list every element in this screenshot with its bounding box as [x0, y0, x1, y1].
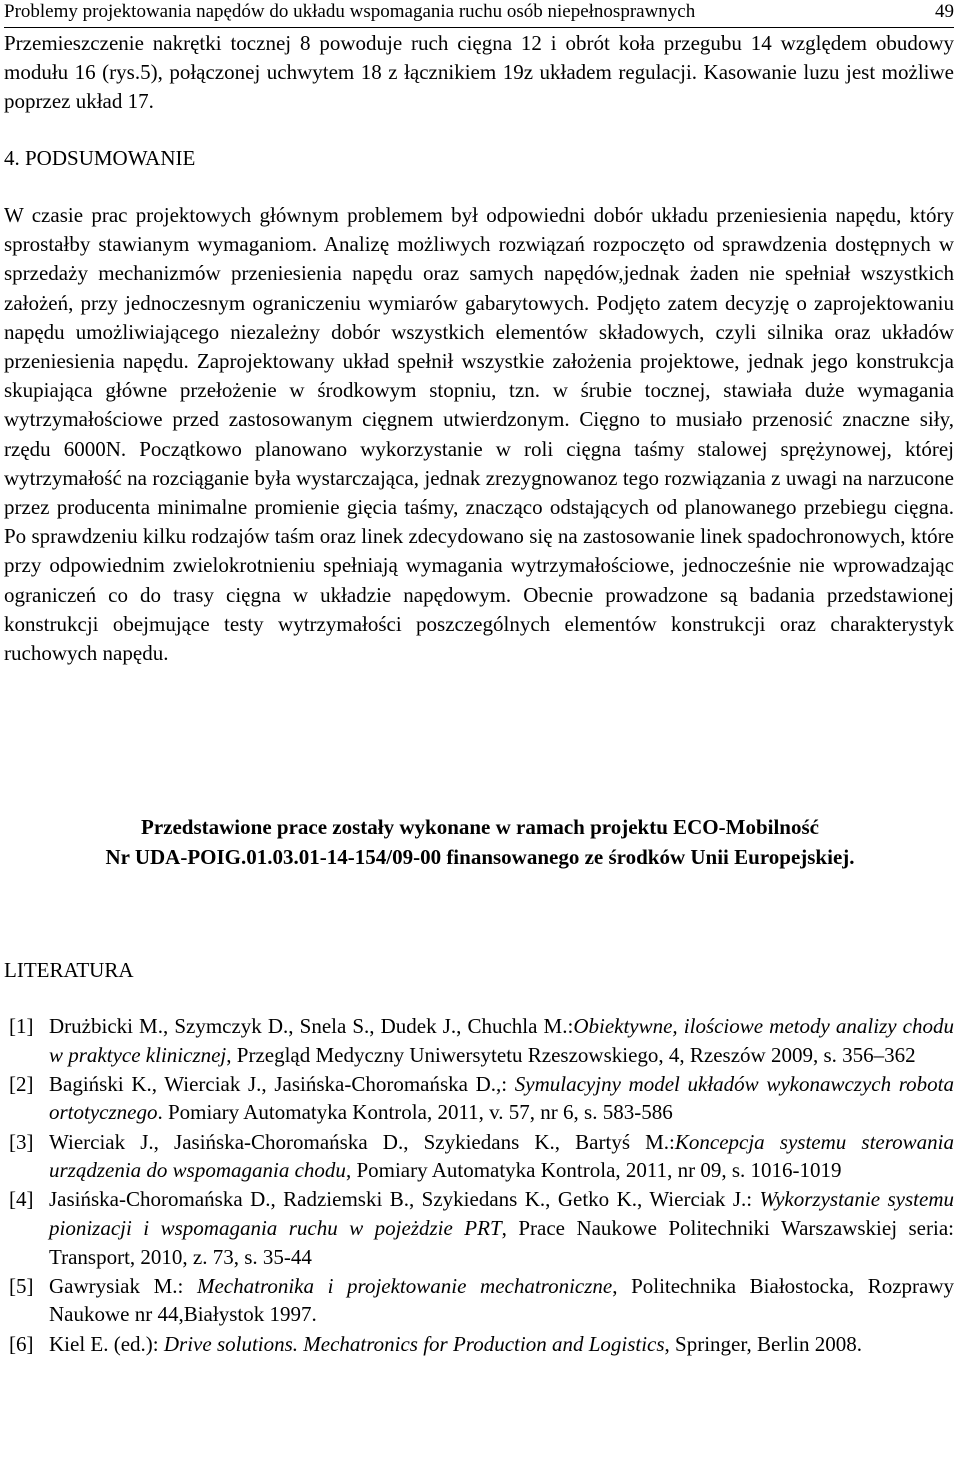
- funding-note: [0, 812, 960, 872]
- reference-details: , Pomiary Automatyka Kontrola, 2011, nr 09, s. 1016-1019: [345, 1158, 842, 1183]
- paragraph-intro: Przemieszczenie nakrętki tocznej 8 powoduje ruch cięgna 12 i obrót koła przegubu 14 względem obudowy modułu 16 (rys.5), połączonej uchwytem 18 z łącznikiem 19z układem regulacji. Kasowanie luzu jest możliwe poprzez układ 17.: [4, 31, 954, 114]
- reference-details: . Pomiary Automatyka Kontrola, 2011, v. 57, nr 6, s. 583-586: [157, 1100, 673, 1125]
- reference-title: Koncepcja systemu sterowania urządzenia do wspomagania chodu: [49, 1129, 954, 1183]
- paragraph-summary: W czasie prac projektowych głównym problemem był odpowiedni dobór układu przeniesienia napędu, który sprostałby stawianym wymaganiom. Analizę możliwych rozwiązań rozpoczęto od sprawdzenia dostępnych w sprzedaży mechanizmów przeniesienia napędu oraz samych napędów,jednak żaden nie spełniał wszystkich założeń, przy jednoczesnym ograniczeniu wymiarów gabarytowych. Podjęto zatem decyzję o zaprojektowaniu napędu umożliwiającego niezależny dobór wszystkich elementów składowych, czyli silnika oraz układów przeniesienia napędu. Zaprojektowany układ spełnił wszystkie założenia projektowe, jednak jego konstrukcja skupiająca główne przełożenie w środkowym stopniu, tzn. w śrubie tocznej, stawiała duże wymagania wytrzymałościowe przed zastosowanym cięgnem utwierdzonym. Cięgno to musiało przenosić znaczne siły, rzędu 6000N. Początkowo planowano wykorzystanie w roli cięgna taśmy stalowej sprężynowej, której wytrzymałość na rozciąganie była wystarczająca, jednak zrezygnowanoz tego rozwiązania z uwagi na narzucone przez producenta minimalne promienie gięcia taśmy, znacząco odstających od planowanego przebiegu cięgna. Po sprawdzeniu kilku rodzajów taśm oraz linek zdecydowano się na zastosowanie linek spadochronowych, które przy odpowiednim zwielokrotnieniu spełniają wymagania wytrzymałościowe, jednocześnie nie wprowadzając ograniczeń co do trasy cięgna w układzie napędowym. Obecnie prowadzone są badania przedstawionej konstrukcji obejmujące testy wytrzymałości poszczególnych elementów konstrukcji oraz charakterystyk ruchowych napędu.: [4, 203, 954, 666]
- reference-number: [6]: [9, 1331, 34, 1356]
- reference-list: [4, 1012, 954, 1359]
- reference-details: , Springer, Berlin 2008.: [664, 1331, 863, 1356]
- running-header-title: Problemy projektowania napędów do układu wspomagania ruchu osób niepełnosprawnych: [4, 1, 696, 22]
- reference-authors: Gawrysiak M.:: [49, 1273, 197, 1298]
- running-header: [4, 0, 954, 28]
- reference-number: [5]: [9, 1273, 34, 1298]
- funding-line-2: Nr UDA-POIG.01.03.01-14-154/09-00 finansowanego ze środków Unii Europejskiej.: [105, 845, 855, 869]
- funding-line-1: Przedstawione prace zostały wykonane w ramach projektu ECO-Mobilność: [141, 815, 819, 839]
- reference-title: Wykorzystanie systemu pionizacji i wspomagania ruchu w pojeżdzie PRT: [49, 1187, 954, 1240]
- reference-title: Mechatronika i projektowanie mechatroniczne: [196, 1273, 613, 1298]
- reference-details: , Prace Naukowe Politechniki Warszawskiej seria: Transport, 2010, z. 73, s. 35-44: [49, 1215, 954, 1269]
- reference-item: [4, 1012, 954, 1069]
- reference-authors: Jasińska-Choromańska D., Radziemski B., Szykiedans K., Getko K., Wierciak J.:: [49, 1187, 760, 1212]
- reference-details: , Politechnika Białostocka, Rozprawy Naukowe nr 44,Białystok 1997.: [49, 1273, 954, 1327]
- reference-title: Obiektywne, ilościowe metody analizy chodu w praktyce klinicznej: [49, 1014, 954, 1067]
- reference-item: [4, 1070, 954, 1127]
- reference-item: [4, 1185, 954, 1271]
- page-number: 49: [935, 1, 954, 22]
- reference-details: , Przegląd Medyczny Uniwersytetu Rzeszowskiego, 4, Rzeszów 2009, s. 356–362: [226, 1042, 916, 1067]
- reference-authors: Drużbicki M., Szymczyk D., Snela S., Dudek J., Chuchla M.:: [49, 1014, 574, 1038]
- reference-title: Symulacyjny model układów wykonawczych robota ortotycznego: [49, 1071, 954, 1125]
- section-heading-summary: 4. PODSUMOWANIE: [4, 146, 196, 170]
- reference-item: [4, 1272, 954, 1329]
- reference-authors: Bagiński K., Wierciak J., Jasińska-Choromańska D.,:: [49, 1071, 515, 1096]
- reference-authors: Wierciak J., Jasińska-Choromańska D., Szykiedans K., Bartyś M.:: [49, 1129, 675, 1154]
- reference-item: [4, 1330, 954, 1359]
- reference-number: [2]: [9, 1071, 34, 1096]
- reference-number: [1]: [9, 1014, 34, 1038]
- reference-item: [4, 1128, 954, 1185]
- reference-number: [3]: [9, 1129, 34, 1154]
- literature-heading: LITERATURA: [4, 958, 134, 982]
- reference-number: [4]: [9, 1187, 34, 1212]
- reference-title: Drive solutions. Mechatronics for Production and Logistics: [163, 1331, 665, 1356]
- reference-authors: Kiel E. (ed.):: [49, 1331, 164, 1356]
